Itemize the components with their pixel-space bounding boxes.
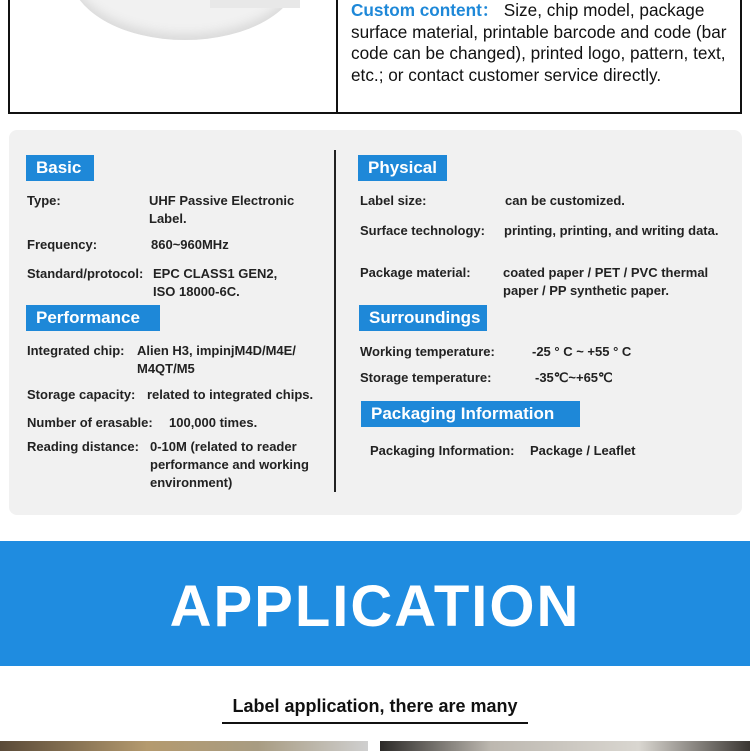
spec-value: -25 ° C ~ +55 ° C — [532, 344, 632, 359]
spec-value: UHF Passive Electronic Label. — [149, 193, 295, 226]
spec-key: Reading distance: — [27, 439, 139, 454]
basic-heading: Basic — [26, 155, 94, 181]
spec-key: Standard/protocol: — [27, 266, 144, 281]
spec-key: Label size: — [360, 193, 427, 208]
custom-content-body: Size, chip model, package surface material, printable barcode and code (bar code can be changed), printed logo, pattern, text, etc.; or contact customer service directly. — [351, 0, 727, 85]
spec-key: Storage capacity: — [27, 387, 136, 402]
subheading-underline — [222, 722, 528, 724]
application-photo-right — [380, 741, 750, 751]
spec-key: Integrated chip: — [27, 343, 125, 358]
label-tab-image — [210, 0, 300, 8]
spec-key: Type: — [27, 193, 61, 208]
spec-key: Working temperature: — [360, 344, 495, 359]
spec-value: 0-10M (related to reader performance and working environment) — [150, 439, 309, 490]
surroundings-heading: Surroundings — [359, 305, 487, 331]
spec-value: can be customized. — [505, 193, 625, 208]
custom-content-title: Custom content： — [351, 0, 499, 20]
application-photo-left — [0, 741, 368, 751]
application-title: APPLICATION — [169, 574, 581, 639]
spec-key: Packaging Information: — [370, 443, 515, 458]
spec-value: Package / Leaflet — [530, 443, 636, 458]
spec-value: 100,000 times. — [169, 415, 258, 430]
application-subheading: Label application, there are many — [232, 696, 518, 716]
vertical-divider — [336, 0, 338, 112]
custom-content-box — [8, 0, 742, 114]
spec-key: Package material: — [360, 265, 471, 280]
spec-value: -35℃~+65℃ — [535, 370, 613, 385]
spec-key: Storage temperature: — [360, 370, 492, 385]
spec-value: EPC CLASS1 GEN2, ISO 18000-6C. — [153, 266, 278, 299]
spec-value: Alien H3, impinjM4D/M4E/ M4QT/M5 — [137, 343, 296, 376]
spec-key: Surface technology: — [360, 223, 485, 238]
application-banner — [0, 541, 750, 666]
column-divider — [334, 150, 336, 492]
spec-panel — [9, 130, 742, 515]
spec-value: coated paper / PET / PVC thermal paper / PP synthetic paper. — [503, 265, 709, 298]
performance-heading: Performance — [26, 305, 160, 331]
physical-heading: Physical — [358, 155, 447, 181]
packaging-heading: Packaging Information — [361, 401, 580, 427]
spec-value: printing, printing, and writing data. — [504, 223, 719, 238]
spec-key: Number of erasable: — [27, 415, 153, 430]
spec-key: Frequency: — [27, 237, 98, 252]
spec-value: related to integrated chips. — [147, 387, 314, 402]
spec-value: 860~960MHz — [151, 237, 229, 252]
custom-content-text — [351, 0, 739, 86]
